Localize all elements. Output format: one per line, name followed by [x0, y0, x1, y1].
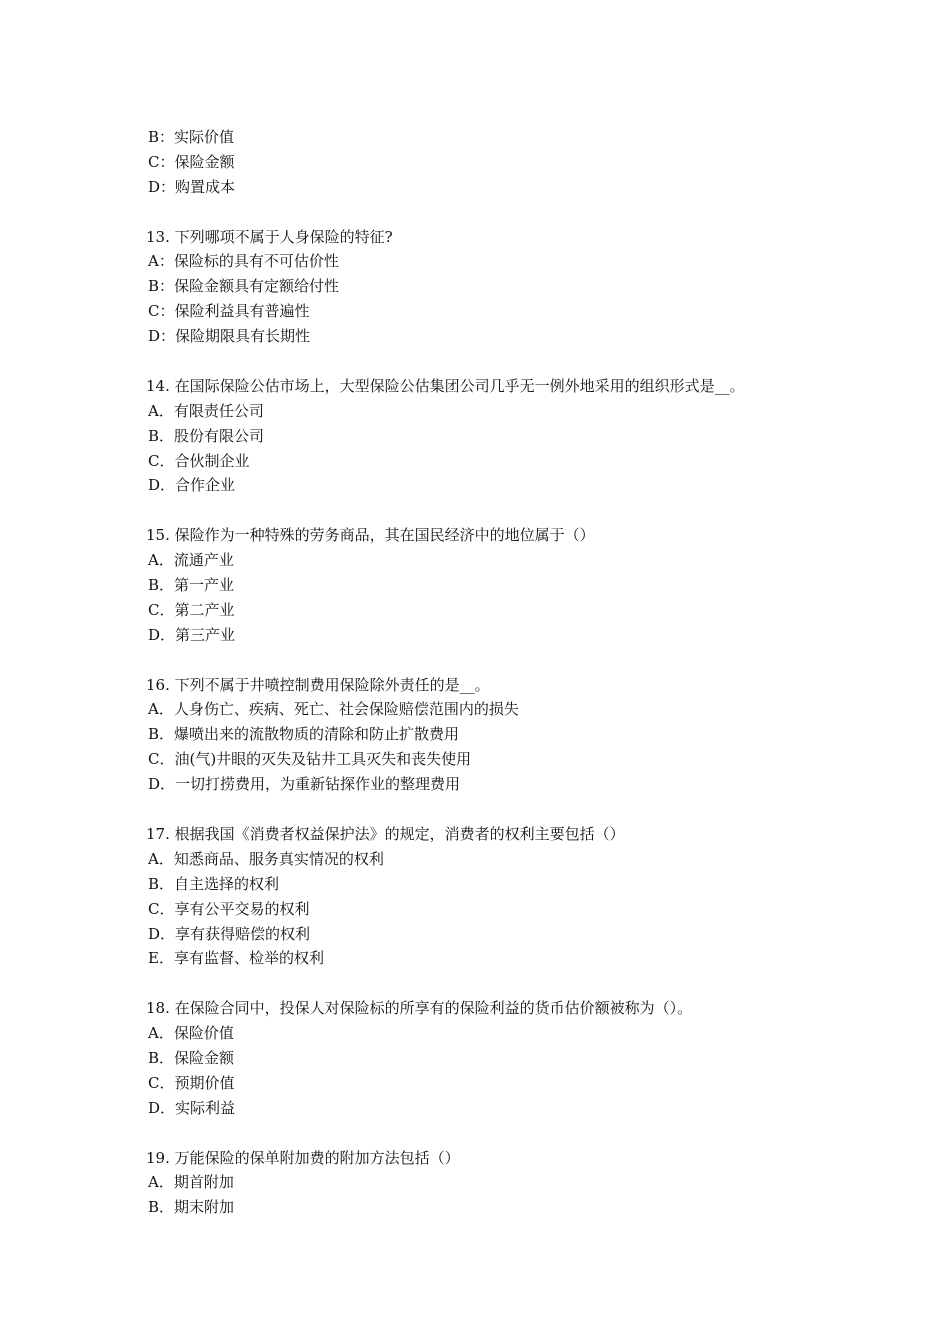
question-text: 16. 下列不属于井喷控制费用保险除外责任的是__。 — [146, 675, 490, 694]
answer-option: B．保险金额 — [148, 1048, 235, 1067]
answer-option: D．实际利益 — [148, 1098, 236, 1117]
answer-option: C．享有公平交易的权利 — [148, 899, 310, 918]
question-text: 14. 在国际保险公估市场上，大型保险公估集团公司几乎无一例外地采用的组织形式是__。 — [146, 376, 745, 395]
answer-option: A．保险价值 — [148, 1024, 234, 1043]
answer-option: B：保险金额具有定额给付性 — [148, 277, 340, 296]
question-text: 18. 在保险合同中，投保人对保险标的所享有的保险利益的货币估价额被称为（）。 — [146, 999, 693, 1018]
answer-option: B．爆喷出来的流散物质的清除和防止扩散费用 — [148, 725, 460, 744]
answer-option: C：保险金额 — [148, 152, 235, 171]
question-block — [146, 673, 866, 797]
question-block — [146, 523, 866, 647]
answer-option: A：保险标的具有不可估价性 — [148, 252, 339, 271]
answer-option: B：实际价值 — [148, 128, 235, 146]
question-block — [146, 374, 866, 498]
question-block — [146, 125, 866, 200]
answer-option: E．享有监督、检举的权利 — [148, 949, 324, 968]
question-list — [146, 125, 866, 1245]
answer-option: D：购置成本 — [148, 177, 236, 196]
answer-option: B．自主选择的权利 — [148, 874, 280, 893]
answer-option: D．享有获得赔偿的权利 — [148, 924, 311, 943]
answer-option: C．第二产业 — [148, 600, 235, 619]
answer-option: A．知悉商品、服务真实情况的权利 — [148, 849, 384, 868]
answer-option: C．预期价值 — [148, 1073, 235, 1092]
answer-option: B．股份有限公司 — [148, 426, 265, 445]
answer-option: B．期末附加 — [148, 1198, 235, 1217]
answer-option: A．流通产业 — [148, 551, 234, 570]
answer-option: A．有限责任公司 — [148, 401, 264, 420]
answer-option: D：保险期限具有长期性 — [148, 327, 311, 346]
question-block — [146, 996, 866, 1120]
answer-option: A．期首附加 — [148, 1173, 234, 1192]
answer-option: D．第三产业 — [148, 625, 236, 644]
question-text: 17. 根据我国《消费者权益保护法》的规定，消费者的权利主要包括（） — [146, 824, 625, 843]
answer-option: C．油(气)井眼的灭失及钻井工具灭失和丧失使用 — [148, 750, 472, 769]
answer-option: D．合作企业 — [148, 476, 236, 495]
answer-option: C：保险利益具有普遍性 — [148, 302, 310, 321]
question-text: 19. 万能保险的保单附加费的附加方法包括（） — [146, 1148, 460, 1167]
question-text: 15. 保险作为一种特殊的劳务商品，其在国民经济中的地位属于（） — [146, 526, 595, 545]
answer-option: C．合伙制企业 — [148, 451, 250, 470]
question-block — [146, 1146, 866, 1221]
answer-option: B．第一产业 — [148, 576, 235, 595]
question-block — [146, 822, 866, 971]
answer-option: A．人身伤亡、疾病、死亡、社会保险赔偿范围内的损失 — [148, 700, 519, 719]
question-text: 13. 下列哪项不属于人身保险的特征? — [146, 227, 393, 246]
answer-option: D．一切打捞费用，为重新钻探作业的整理费用 — [148, 775, 461, 794]
question-block — [146, 225, 866, 349]
